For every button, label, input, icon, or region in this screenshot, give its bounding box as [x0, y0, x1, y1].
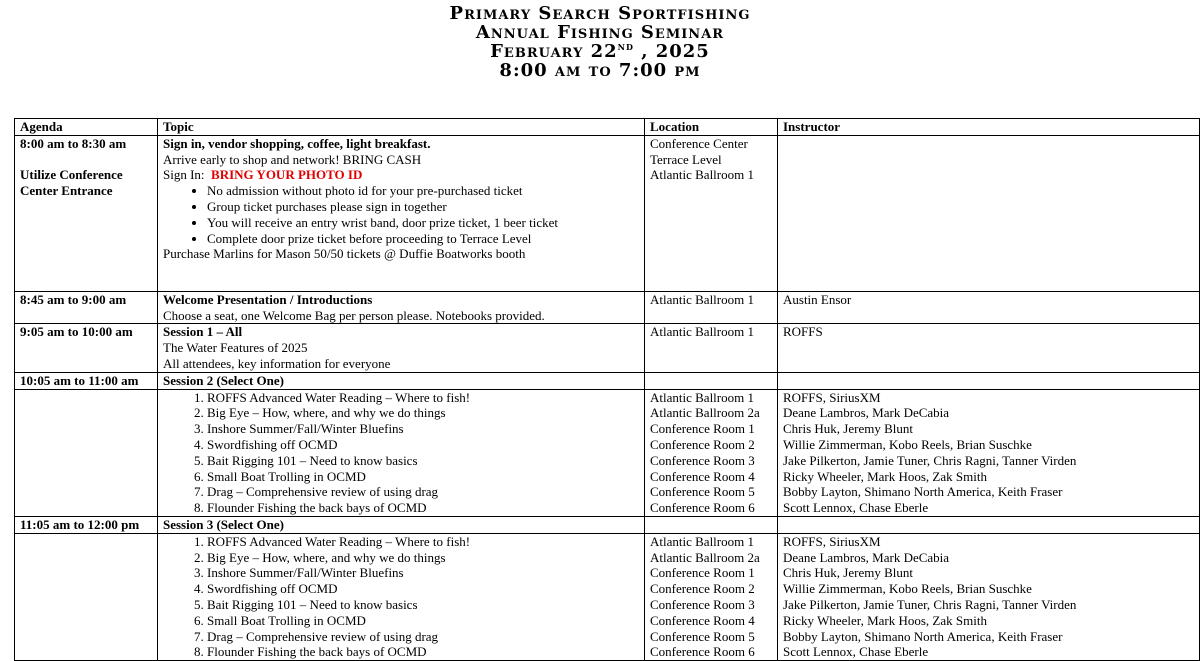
row-session3-options — [15, 533, 1200, 660]
topic-cell — [158, 533, 645, 660]
location-cell — [645, 516, 778, 533]
date-text: February 22 — [490, 41, 618, 62]
location-text: Atlantic Ballroom 1 — [650, 167, 754, 183]
signin-line — [163, 167, 639, 183]
row-session2-header — [15, 372, 1200, 389]
instructor-text: ROFFS, SiriusXM — [783, 533, 881, 549]
location-text: Atlantic Ballroom 2a — [650, 405, 760, 421]
list-item: 6. Small Boat Trolling in OCMD — [207, 469, 639, 485]
agenda-cell: 9:05 am to 10:00 am — [15, 324, 158, 372]
col-location: Location — [645, 119, 778, 136]
row-session2-options — [15, 389, 1200, 516]
instructor-cell: Austin Ensor — [778, 291, 1200, 324]
list-item: 1. ROFFS Advanced Water Reading – Where to fish! — [207, 390, 639, 406]
agenda-cell — [15, 389, 158, 516]
instructor-cell — [778, 389, 1200, 516]
location-text: Atlantic Ballroom 1 — [650, 533, 754, 549]
list-item: • Group ticket purchases please sign in together — [207, 199, 639, 215]
instructor-text: Chris Huk, Jeremy Blunt — [783, 565, 913, 581]
list-item: 8. Flounder Fishing the back bays of OCMD — [207, 500, 639, 516]
instructor-text: Chris Huk, Jeremy Blunt — [783, 421, 913, 437]
date-line — [0, 42, 1200, 61]
topic-line: All attendees, key information for everyone — [163, 355, 391, 371]
location-text: Conference Room 3 — [650, 452, 755, 468]
location-cell — [645, 533, 778, 660]
list-item: 1. ROFFS Advanced Water Reading – Where to fish! — [207, 534, 639, 550]
location-cell — [645, 389, 778, 516]
list-item: 4. Swordfishing off OCMD — [207, 437, 639, 453]
instructor-text: ROFFS, SiriusXM — [783, 389, 881, 405]
topic-title: Session 3 (Select One) — [158, 516, 645, 533]
list-item: 5. Bait Rigging 101 – Need to know basics — [207, 597, 639, 613]
list-item: 2. Big Eye – How, where, and why we do things — [207, 405, 639, 421]
location-text: Conference Room 5 — [650, 484, 755, 500]
list-item: • No admission without photo id for your pre-purchased ticket — [207, 183, 639, 199]
instructor-text: Willie Zimmerman, Kobo Reels, Brian Suschke — [783, 581, 1032, 597]
hours-line: 8:00 am to 7:00 pm — [499, 60, 701, 81]
topic-line: Choose a seat, one Welcome Bag per person please. Notebooks provided. — [163, 307, 545, 323]
location-text: Conference Room 2 — [650, 581, 755, 597]
agenda-cell: 11:05 am to 12:00 pm — [15, 516, 158, 533]
location-text: Conference Room 3 — [650, 596, 755, 612]
list-item: 6. Small Boat Trolling in OCMD — [207, 613, 639, 629]
agenda-cell — [15, 135, 158, 291]
list-item: 2. Big Eye – How, where, and why we do things — [207, 550, 639, 566]
topic-line: The Water Features of 2025 — [163, 340, 308, 356]
instructor-text: Jake Pilkerton, Jamie Tuner, Chris Ragni, Tanner Virden — [783, 596, 1077, 612]
list-item: 8. Flounder Fishing the back bays of OCMD — [207, 644, 639, 660]
subtitle-line: Annual Fishing Seminar — [475, 22, 725, 43]
topic-footer: Purchase Marlins for Mason 50/50 tickets @ Duffie Boatworks booth — [163, 246, 526, 262]
row-welcome — [15, 291, 1200, 324]
location-text: Atlantic Ballroom 2a — [650, 549, 760, 565]
topic-cell — [158, 291, 645, 324]
instructor-cell — [778, 516, 1200, 533]
location-text: Conference Room 5 — [650, 628, 755, 644]
location-text: Atlantic Ballroom 1 — [650, 389, 754, 405]
entrance-note: Utilize Conference Center Entrance — [20, 167, 123, 199]
photo-id-alert: BRING YOUR PHOTO ID — [211, 167, 363, 183]
list-item: 3. Inshore Summer/Fall/Winter Bluefins — [207, 565, 639, 581]
topic-title: Welcome Presentation / Introductions — [163, 291, 373, 307]
col-instructor: Instructor — [778, 119, 1200, 136]
location-text: Terrace Level — [650, 151, 722, 167]
instructor-cell: ROFFS — [778, 324, 1200, 372]
row-session3-header — [15, 516, 1200, 533]
topic-line: Arrive early to shop and network! BRING CASH — [163, 151, 422, 167]
session3-topics — [163, 534, 639, 660]
instructor-text: Scott Lennox, Chase Eberle — [783, 500, 929, 516]
date-suffix: nd — [617, 40, 634, 53]
instructor-cell — [778, 533, 1200, 660]
instructor-text: Deane Lambros, Mark DeCabia — [783, 549, 950, 565]
location-text: Conference Room 6 — [650, 644, 755, 660]
row-session1 — [15, 324, 1200, 372]
instructor-text: Ricky Wheeler, Mark Hoos, Zak Smith — [783, 612, 987, 628]
signin-bullets — [163, 183, 639, 246]
document-header — [0, 0, 1200, 80]
row-signin — [15, 135, 1200, 291]
title-line: Primary Search Sportfishing — [449, 3, 751, 24]
location-text: Conference Room 4 — [650, 468, 755, 484]
location-text: Conference Room 4 — [650, 612, 755, 628]
topic-cell — [158, 389, 645, 516]
instructor-text: Jake Pilkerton, Jamie Tuner, Chris Ragni, Tanner Virden — [783, 452, 1077, 468]
date-year: , 2025 — [633, 41, 710, 62]
location-text: Conference Room 2 — [650, 436, 755, 452]
instructor-text: Ricky Wheeler, Mark Hoos, Zak Smith — [783, 468, 987, 484]
agenda-cell — [15, 533, 158, 660]
time-text: 8:00 am to 8:30 am — [20, 135, 127, 151]
list-item: • You will receive an entry wrist band, door prize ticket, 1 beer ticket — [207, 215, 639, 231]
topic-cell — [158, 324, 645, 372]
topic-title: Session 2 (Select One) — [158, 372, 645, 389]
col-agenda: Agenda — [15, 119, 158, 136]
col-topic: Topic — [158, 119, 645, 136]
location-text: Conference Room 1 — [650, 421, 755, 437]
instructor-text: Bobby Layton, Shimano North America, Keith Fraser — [783, 628, 1063, 644]
list-item: 3. Inshore Summer/Fall/Winter Bluefins — [207, 421, 639, 437]
location-cell: Atlantic Ballroom 1 — [645, 324, 778, 372]
instructor-text: Bobby Layton, Shimano North America, Keith Fraser — [783, 484, 1063, 500]
agenda-cell: 8:45 am to 9:00 am — [15, 291, 158, 324]
agenda-table — [14, 118, 1200, 661]
instructor-cell — [778, 372, 1200, 389]
location-cell: Atlantic Ballroom 1 — [645, 291, 778, 324]
list-item: 5. Bait Rigging 101 – Need to know basics — [207, 453, 639, 469]
list-item: 7. Drag – Comprehensive review of using drag — [207, 629, 639, 645]
topic-title: Sign in, vendor shopping, coffee, light breakfast. — [163, 135, 431, 151]
location-cell — [645, 135, 778, 291]
instructor-text: Deane Lambros, Mark DeCabia — [783, 405, 950, 421]
location-text: Conference Room 6 — [650, 500, 755, 516]
instructor-text: Scott Lennox, Chase Eberle — [783, 644, 929, 660]
signin-label: Sign In: — [163, 167, 212, 183]
list-item: • Complete door prize ticket before proceeding to Terrace Level — [207, 231, 639, 247]
instructor-text: Willie Zimmerman, Kobo Reels, Brian Suschke — [783, 436, 1032, 452]
instructor-cell — [778, 135, 1200, 291]
location-cell — [645, 372, 778, 389]
topic-title: Session 1 – All — [163, 324, 243, 340]
list-item: 4. Swordfishing off OCMD — [207, 581, 639, 597]
location-text: Conference Room 1 — [650, 565, 755, 581]
agenda-cell: 10:05 am to 11:00 am — [15, 372, 158, 389]
topic-cell — [158, 135, 645, 291]
session2-topics — [163, 390, 639, 516]
list-item: 7. Drag – Comprehensive review of using drag — [207, 484, 639, 500]
header-row — [15, 119, 1200, 136]
location-text: Conference Center — [650, 135, 748, 151]
